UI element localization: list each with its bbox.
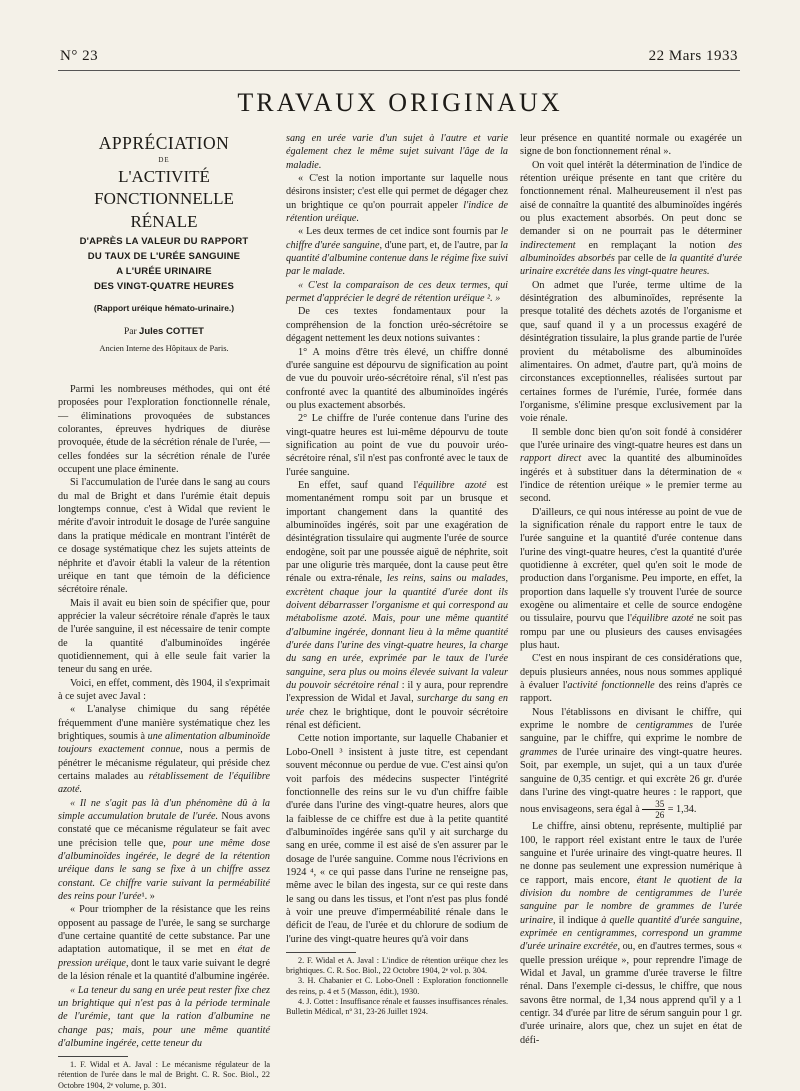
text-run: équilibre azoté	[631, 613, 694, 625]
paragraph: Cette notion importante, sur laquelle Chabanier et Lobo-Onell ³ insistent à juste titre, est cependant souvent méconnue ou perdue de vue. C'est ainsi qu'on voit parfois des médecins suspecter l'intégrité fonctionnelle des reins sur le vu d'un chiffre faible d'urée dans l'urine des vingt-quatre heures, alors que la faiblesse de ce chiffre est due à la petite quantité d'albuminoïdes ingérée sans qu'il y ait surcharge du sang en urée, comme il est aisé de s'en assurer par le dosage de l'urée sanguine. Comme nous l'écrivions en 1924 ⁴, « ce qui passe dans l'urine ne renseigne pas, même avec le bilan des ingesta, sur ce qui reste dans le sang ou dans les tissus, et l'ont n'est pas plus fondé à voir une preuve d'imperméabilité rénale dans le déficit de l'eau, de l'urée et du chlorure de sodium de l'urine des vingt-quatre heures qu'à voir dans	[286, 733, 508, 945]
issue-date: 22 Mars 1933	[648, 48, 738, 64]
text-run: ne soit pas rompu par une ou plusieurs des causes envisagées plus haut.	[520, 613, 743, 652]
article-title-line-2: L'ACTIVITÉ FONCTIONNELLE	[94, 167, 234, 208]
column-2	[286, 132, 509, 1016]
footnote: 1. F. Widal et A. Javal : Le mécanisme régulateur de la rétention de l'urée dans le mal de Bright. C. R. Soc. Biol., 22 Octobre 1904, 2ᵉ volume, p. 301.	[58, 1060, 270, 1090]
text-run: avec la quantité des albuminoïdes ingérés et à substituer dans la détermination de « l'indice de rétention uréique » le premier terme au second.	[520, 453, 742, 505]
paragraph: Si l'accumulation de l'urée dans le sang au cours du mal de Bright et dans l'urémie était depuis longtemps connue, c'est à Widal que revient le mérite d'avoir introduit le dosage de l'urée sanguine dans la pratique médicale en montrant l'intérêt de ce dosage systématique chez les sujets atteints de néphrite et d'avoir établi la valeur de la rétention uréique en tant que témoin de la déficience sécrétoire rénale.	[58, 477, 270, 596]
text-run: de l'urée sanguine, par le chiffre, qui exprime le nombre de	[520, 720, 742, 745]
paragraph: De ces textes fondamentaux pour la compréhension de la fonction uréo-sécrétoire se dégagent nettement les deux notions suivantes :	[286, 306, 508, 345]
text-run: : il y aura, pour reprendre l'expression de Widal et Javal,	[286, 680, 509, 705]
author-prefix: Par	[124, 327, 137, 338]
quote-paragraph	[58, 703, 270, 796]
column-3	[520, 132, 743, 1046]
text-run: Le chiffre, ainsi obtenu, représente, multiplié par 100, le rapport réel existant entre le taux de l'urée sanguine et l'urée urinaire des vingt-quatre heures. Il ne donne pas seulement une expression numérique à ce rapport, mais encore,	[520, 821, 742, 886]
text-run: En effet, sauf quand l'	[298, 479, 419, 491]
paragraph	[520, 706, 742, 820]
quote-paragraph: « La teneur du sang en urée peut rester fixe chez un brightique qui n'est pas à la période terminale de l'urémie, tant que la ration d'albumine ne change pas; mais, pour une même quantité d'albumine ingérée, cette teneur du	[58, 984, 270, 1049]
paragraph: sang en urée varie d'un sujet à l'autre et varie également chez le même sujet suivant l'âge de la maladie.	[286, 133, 508, 171]
text-run: l'indice de rétention uréique.	[286, 199, 508, 225]
issue-number: N° 23	[60, 48, 99, 64]
text-run: de l'urée urinaire des vingt-quatre heures. Soit, par exemple, un sujet, qui a un taux d'urée sanguine de 0,35 centigr. et qui excrète 26 gr. d'urée dans l'urine des vingt-quatre heures : le rapport, que nous envisageons, sera égal à	[520, 746, 742, 816]
header-rule	[58, 70, 740, 71]
text-run: équilibre azoté	[418, 479, 487, 491]
text-run: la quantité d'albumine contenue dans le régime fixe suivi par le malade.	[286, 239, 509, 278]
quote-paragraph	[58, 797, 270, 904]
paragraph: 1° A moins d'être très élevé, un chiffre donné d'urée sanguine est dépourvu de signification au point de vue du pouvoir uréo-sécrétoire rénal, s'il n'est pas confronté avec la quantité des albuminoïdes ingérés ou plus exactement absorbés.	[286, 346, 508, 411]
column-1	[58, 132, 271, 1090]
fraction-result: = 1,34.	[667, 804, 697, 816]
text-run: en remplaçant la notion	[575, 239, 729, 251]
text-run: Nous avons constaté que ce mécanisme régulateur se fait avec une précision telle que,	[58, 811, 270, 849]
text-run: , nous a permis de pénétrer le mécanisme régulateur, qui préside chez certains malades au	[58, 744, 270, 782]
text-run: , il indique	[553, 914, 602, 926]
text-run: des albuminoïdes absorbés	[520, 239, 742, 265]
text-run: étant le quotient de la division du nombre de centigrammes de l'urée sanguine par le nombre de grammes de l'urée urinaire	[520, 874, 742, 926]
quote-paragraph	[58, 903, 270, 983]
paragraph	[520, 506, 742, 653]
text-run: une alimentation albuminoïde toujours exactement connue	[58, 730, 270, 756]
text-run: la quantité d'urée urinaire excrétée dans les vingt-quatre heures.	[520, 253, 742, 278]
text-run: pour une même dose d'albuminoïdes ingérée, le degré de la rétention uréique dans le sang se fixe à un chiffre assez constant. Ce chiffre varie suivant la perméabilité des reins pour l'urée	[58, 837, 271, 903]
text-run: , dont le taux varie suivant le degré de la lésion rénale et la quantité d'albumine ingérée.	[58, 957, 270, 983]
subtitle-line: A L'URÉE URINAIRE	[116, 266, 212, 277]
text-run: On voit quel intérêt la détermination de l'indice de rétention uréique présente en tant que critère du fonctionnement rénal. Malheureusement il n'est pas aisé de connaître la quantité des albuminoïdes ingérés ou plus exactement absorbés. On peut donc se demander si on ne pourrait pas le déterminer	[520, 159, 742, 238]
text-run: « Les deux termes de cet indice sont fournis par	[298, 226, 501, 238]
footnote: 2. F. Widal et A. Javal : L'indice de rétention uréique chez les brightiques. C. R. Soc. Biol., 22 Octobre 1904, 2ᵉ vol. p. 304.	[286, 955, 508, 976]
section-title: TRAVAUX ORIGINAUX	[237, 88, 563, 117]
author-affiliation: Ancien Interne des Hôpitaux de Paris.	[99, 342, 229, 353]
footnote-rule	[286, 952, 356, 953]
paragraph: Parmi les nombreuses méthodes, qui ont été proposées pour l'exploration fonctionnelle rénale, — éliminations provoquées de substances colorantes, épreuves hydriques de diurèse provoquée, étude de la sécrétion rénale de l'urée, — celles fondées sur la sécrétion rénale de l'urée occupent une place éminente.	[58, 384, 270, 476]
article-title-line-1: APPRÉCIATION	[98, 133, 230, 153]
paragraph	[520, 652, 742, 705]
ratio-fraction	[642, 799, 665, 820]
text-run: chez le brightique, dont le pouvoir sécrétoire rénal est déficient.	[286, 706, 508, 732]
article-title-de: DE	[158, 156, 170, 164]
text-run: les reins, sains ou malades, excrètent chaque jour la quantité d'urée dont ils doivent débarrasser l'organisme et qui correspond au métabolisme azoté. Mais, pour une même quantité d'albumine ingérée, donnant lieu à la même quantité d'urée dans l'urine des vingt-quatre heures, la charge du sang en urée, exprimée par le taux de l'urée sanguine, sera plus ou moins élevée suivant la valeur du pouvoir sécrétoire rénal	[286, 573, 508, 692]
text-run: « Pour triompher de la résistance que les reins opposent au passage de l'urée, le sang se surcharge d'une certaine quantité de cette substance. Par une adaptation automatique, il se met en	[58, 904, 270, 956]
text-run: centigrammes	[635, 720, 693, 732]
paragraph	[520, 159, 742, 279]
paragraph	[520, 820, 742, 1047]
text-run: le chiffre d'urée sanguine	[286, 226, 508, 251]
subtitle-line: D'APRÈS LA VALEUR DU RAPPORT	[79, 236, 249, 247]
rapport-note: (Rapport uréique hémato-urinaire.)	[93, 303, 235, 313]
paragraph	[286, 479, 508, 733]
article-title-line-3: RÉNALE	[130, 212, 198, 231]
subtitle-line: DES VINGT-QUATRE HEURES	[93, 281, 235, 292]
text-run: , ou, en d'autres termes, sous « quelle pression uréique », pour reprendre l'image de Widal et Javal, un gramme d'urée traverse le filtre rénal. Dans l'exemple ci-dessus, le chiffre, que nous savons être normal, de 1,34 nous apprend qu'il y a 1 centigr. 34 d'urée par litre de sérum sanguin pour 1 gr. d'urée urinaire, alors que, chez un sujet en état de défi-	[520, 941, 742, 1046]
footnote: 4. J. Cottet : Insuffisance rénale et fausses insuffisances rénales. Bulletin Médical, nº 31, 23-26 Juillet 1924.	[286, 996, 508, 1016]
paragraph: leur présence en quantité normale ou exagérée un signe de bon fonctionnement rénal ».	[520, 133, 742, 158]
text-run: rétablissement de l'équilibre azoté.	[58, 771, 270, 796]
paragraph	[520, 426, 742, 506]
text-run: des reins d'après ce rapport.	[520, 680, 742, 705]
text-run: par celle de	[614, 253, 670, 265]
text-run: Nous l'établissons en divisant le chiffre, qui exprime le nombre de	[520, 706, 742, 732]
author-line	[58, 325, 270, 339]
subtitle-line: DU TAUX DE L'URÉE SANGUINE	[87, 251, 241, 262]
text-run: état de pression uréique	[58, 944, 270, 969]
text-run: rapport direct	[520, 453, 582, 465]
text-run: est momentanément rompu soit par un brusque et important changement dans la quantité des albuminoïdes ingérés, soit par une exagération de désintégration tissulaire qui augmente l'urée de source endogène, soit par une poussée aiguë de néphrite, soit par une oligurie très marquée, dont la cause peut être rénale ou extra-rénale,	[286, 479, 509, 585]
text-run: à quelle quantité d'urée sanguine, exprimée en centigrammes, correspond un gramme d'urée urinaire excrétée	[520, 914, 742, 953]
text-run: C'est en nous inspirant de ces considérations que, depuis plusieurs années, nous nous sommes appliqué à évaluer l'	[520, 653, 742, 692]
quote-paragraph: « C'est la comparaison de ces deux termes, qui permet d'apprécier le degré de rétention uréique ². »	[286, 279, 508, 305]
text-run: Il semble donc bien qu'on soit fondé à considérer que l'urée urinaire des vingt-quatre heures est dans un	[520, 426, 742, 451]
text-run: D'ailleurs, ce qui nous intéresse au point de vue de la signification rénale du rapport entre le taux de l'urée sanguine et la quantité d'urée contenue dans l'urine des vingt-quatre heures, c'est la quantité d'urée quotidienne à excréter, quel qu'en soit le mode de production dans l'organisme. Peu importe, en effet, la proportion dans laquelle s'y trouvent l'urée de source exogène ou alimentaire et celle de source endogène ou tissulaire, pourvu que l'	[520, 506, 742, 625]
text-run: , d'une part, et, de l'autre, par	[379, 239, 501, 251]
fraction-denominator: 26	[655, 810, 665, 821]
text-run: ¹. »	[141, 891, 155, 903]
text-run: indirectement	[520, 239, 576, 251]
article-subtitle	[58, 234, 270, 294]
paragraph: On admet que l'urée, terme ultime de la désintégration des albuminoïdes, représente la presque totalité des déchets azotés de l'organisme et que, sauf quand il y a un processus exagéré de désintégration tissulaire, la plus grande partie de l'urée provient du métabolisme des albuminoïdes alimentaires. On admet, d'autre part, qu'à moins de circonstances exceptionnelles, réalisées surtout par certaines formes de l'urémie, l'urée, formée dans l'organisme, s'élimine presque exclusivement par la voie rénale.	[520, 279, 742, 425]
text-run: « Il ne s'agit pas là d'un phénomène dû à la simple accumulation brutale de l'urée.	[58, 797, 270, 823]
author-name: Jules COTTET	[139, 326, 204, 338]
fraction-numerator: 35	[642, 799, 665, 810]
paragraph: Voici, en effet, comment, dès 1904, il s'exprimait à ce sujet avec Javal :	[58, 677, 270, 702]
quote-paragraph	[286, 225, 508, 278]
text-run: « C'est la notion importante sur laquelle nous désirons insister; c'est elle qui permet de dégager chez un brightique ce qu'on pourrait appeler	[286, 173, 508, 211]
paragraph: 2° Le chiffre de l'urée contenue dans l'urine des vingt-quatre heures est lui-même dépourvu de toute signification au point de vue du pouvoir uréo-sécrétoire rénal, s'il n'est pas confronté avec le taux de l'urée sanguine.	[286, 413, 508, 478]
footnote: 3. H. Chabanier et C. Lobo-Onell : Exploration fonctionnelle des reins, p. 4 et 5 (Masson, édit.), 1930.	[286, 976, 508, 996]
text-run: surcharge du sang en urée	[286, 693, 509, 718]
footnote-rule	[58, 1056, 128, 1057]
text-run: grammes	[520, 746, 558, 758]
text-run: « L'analyse chimique du sang répétée fréquemment d'une manière systématique chez les brightiques, soumis à	[58, 704, 270, 742]
paragraph: Mais il avait eu bien soin de spécifier que, pour apprécier la valeur sécrétoire rénale d'après le taux de l'urée sanguine, il est nécessaire de tenir compte de la quantité d'albuminoïdes ingérée quotidiennement, qui à elle seule fait varier la teneur du sang en urée.	[58, 597, 270, 676]
quote-paragraph	[286, 172, 508, 225]
text-run: activité fonctionnelle	[567, 680, 655, 692]
